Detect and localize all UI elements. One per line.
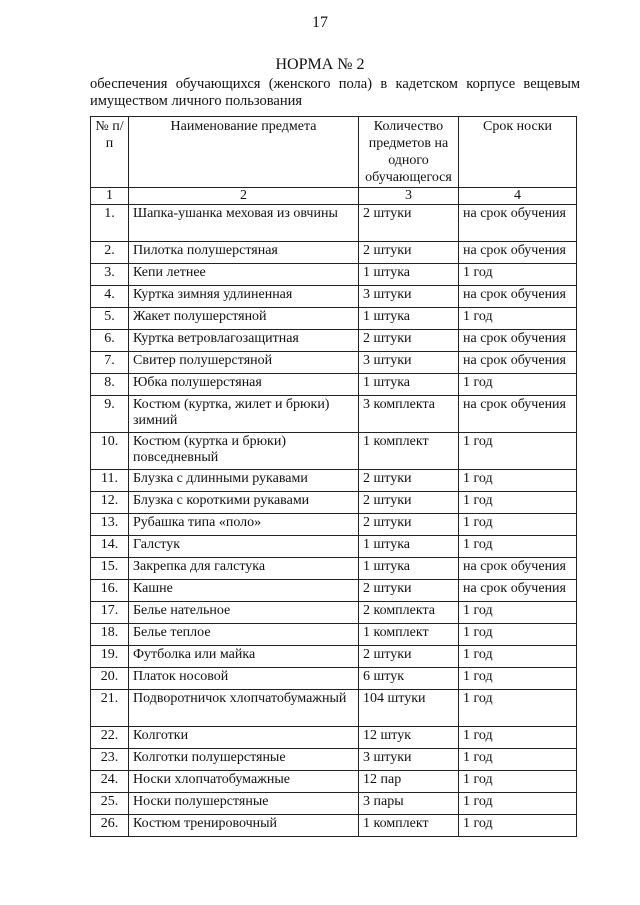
row-number: 15. (91, 558, 129, 580)
header-num: № п/п (91, 117, 129, 188)
document-title: НОРМА № 2 (275, 56, 365, 73)
row-number: 12. (91, 492, 129, 514)
table-row (91, 286, 577, 308)
item-term: 1 год (459, 514, 577, 536)
row-number: 2. (91, 242, 129, 264)
row-number: 13. (91, 514, 129, 536)
item-term: 1 год (459, 727, 577, 749)
row-number: 14. (91, 536, 129, 558)
item-term: 1 год (459, 470, 577, 492)
item-term: на срок обучения (459, 352, 577, 374)
item-quantity: 2 комплекта (359, 602, 459, 624)
item-term: на срок обучения (459, 580, 577, 602)
item-name: Белье теплое (129, 624, 359, 646)
item-term: 1 год (459, 374, 577, 396)
row-number: 20. (91, 668, 129, 690)
item-name: Футболка или майка (129, 646, 359, 668)
row-number: 6. (91, 330, 129, 352)
table-row (91, 264, 577, 286)
table-row (91, 536, 577, 558)
item-quantity: 12 штук (359, 727, 459, 749)
item-name: Куртка зимняя удлиненная (129, 286, 359, 308)
row-number: 8. (91, 374, 129, 396)
item-name: Платок носовой (129, 668, 359, 690)
table-row (91, 690, 577, 727)
item-name: Костюм тренировочный (129, 815, 359, 837)
item-name: Носки хлопчатобумажные (129, 771, 359, 793)
table-row (91, 793, 577, 815)
item-term: 1 год (459, 492, 577, 514)
item-name: Костюм (куртка и брюки) повседневный (129, 433, 359, 470)
row-number: 16. (91, 580, 129, 602)
row-number: 4. (91, 286, 129, 308)
row-number: 25. (91, 793, 129, 815)
item-quantity: 2 штуки (359, 470, 459, 492)
column-index-row (91, 188, 577, 205)
row-number: 17. (91, 602, 129, 624)
item-quantity: 3 штуки (359, 749, 459, 771)
table-row (91, 580, 577, 602)
item-quantity: 3 комплекта (359, 396, 459, 433)
item-quantity: 3 пары (359, 793, 459, 815)
column-index: 1 (91, 188, 129, 205)
item-term: на срок обучения (459, 286, 577, 308)
column-index: 4 (459, 188, 577, 205)
item-name: Блузка с длинными рукавами (129, 470, 359, 492)
item-name: Закрепка для галстука (129, 558, 359, 580)
header-term: Срок носки (459, 117, 577, 188)
item-quantity: 104 штуки (359, 690, 459, 727)
item-name: Кепи летнее (129, 264, 359, 286)
page-number: 17 (312, 14, 328, 31)
item-term: 1 год (459, 264, 577, 286)
item-quantity: 2 штуки (359, 205, 459, 242)
table-row (91, 352, 577, 374)
item-quantity: 2 штуки (359, 514, 459, 536)
item-name: Колготки полушерстяные (129, 749, 359, 771)
table-row (91, 492, 577, 514)
item-quantity: 1 комплект (359, 815, 459, 837)
item-quantity: 2 штуки (359, 492, 459, 514)
table-row (91, 205, 577, 242)
item-term: на срок обучения (459, 558, 577, 580)
item-term: 1 год (459, 308, 577, 330)
header-name: Наименование предмета (129, 117, 359, 188)
table-row (91, 668, 577, 690)
item-quantity: 1 штука (359, 308, 459, 330)
item-name: Костюм (куртка, жилет и брюки) зимний (129, 396, 359, 433)
row-number: 18. (91, 624, 129, 646)
row-number: 21. (91, 690, 129, 727)
header-qty: Количество предметов на одного обучающегося (359, 117, 459, 188)
row-number: 24. (91, 771, 129, 793)
row-number: 5. (91, 308, 129, 330)
table-row (91, 771, 577, 793)
item-term: 1 год (459, 815, 577, 837)
item-name: Шапка-ушанка меховая из овчины (129, 205, 359, 242)
item-quantity: 3 штуки (359, 286, 459, 308)
row-number: 19. (91, 646, 129, 668)
item-term: 1 год (459, 771, 577, 793)
table-row (91, 433, 577, 470)
item-quantity: 1 штука (359, 558, 459, 580)
item-term: 1 год (459, 624, 577, 646)
table-row (91, 514, 577, 536)
item-name: Жакет полушерстяной (129, 308, 359, 330)
item-quantity: 12 пар (359, 771, 459, 793)
table-row (91, 624, 577, 646)
item-term: 1 год (459, 433, 577, 470)
item-term: на срок обучения (459, 242, 577, 264)
item-name: Юбка полушерстяная (129, 374, 359, 396)
item-quantity: 2 штуки (359, 646, 459, 668)
item-quantity: 2 штуки (359, 330, 459, 352)
item-term: 1 год (459, 602, 577, 624)
document-subtitle: обеспечения обучающихся (женского пола) в кадетском корпусе вещевым имуществом личного пользования (90, 76, 580, 109)
table-row (91, 646, 577, 668)
item-name: Кашне (129, 580, 359, 602)
row-number: 11. (91, 470, 129, 492)
column-index: 3 (359, 188, 459, 205)
table-header-row (91, 117, 577, 188)
column-index: 2 (129, 188, 359, 205)
item-term: 1 год (459, 749, 577, 771)
item-quantity: 1 штука (359, 374, 459, 396)
table-row (91, 558, 577, 580)
table-row (91, 749, 577, 771)
item-name: Свитер полушерстяной (129, 352, 359, 374)
item-name: Куртка ветровлагозащитная (129, 330, 359, 352)
item-name: Блузка с короткими рукавами (129, 492, 359, 514)
item-name: Рубашка типа «поло» (129, 514, 359, 536)
item-quantity: 1 комплект (359, 624, 459, 646)
item-name: Подворотничок хлопчатобумажный (129, 690, 359, 727)
row-number: 9. (91, 396, 129, 433)
row-number: 22. (91, 727, 129, 749)
item-term: 1 год (459, 668, 577, 690)
item-name: Носки полушерстяные (129, 793, 359, 815)
row-number: 26. (91, 815, 129, 837)
row-number: 1. (91, 205, 129, 242)
item-quantity: 1 штука (359, 264, 459, 286)
table-row (91, 242, 577, 264)
item-term: на срок обучения (459, 330, 577, 352)
item-quantity: 3 штуки (359, 352, 459, 374)
item-quantity: 1 комплект (359, 433, 459, 470)
item-quantity: 1 штука (359, 536, 459, 558)
item-quantity: 2 штуки (359, 242, 459, 264)
item-term: 1 год (459, 646, 577, 668)
item-term: 1 год (459, 690, 577, 727)
table-row (91, 308, 577, 330)
item-name: Белье нательное (129, 602, 359, 624)
row-number: 23. (91, 749, 129, 771)
table-row (91, 470, 577, 492)
item-name: Пилотка полушерстяная (129, 242, 359, 264)
row-number: 10. (91, 433, 129, 470)
item-term: 1 год (459, 793, 577, 815)
item-term: на срок обучения (459, 396, 577, 433)
table-row (91, 396, 577, 433)
table-row (91, 330, 577, 352)
item-name: Колготки (129, 727, 359, 749)
row-number: 3. (91, 264, 129, 286)
item-term: 1 год (459, 536, 577, 558)
item-term: на срок обучения (459, 205, 577, 242)
item-quantity: 6 штук (359, 668, 459, 690)
table-row (91, 727, 577, 749)
row-number: 7. (91, 352, 129, 374)
item-quantity: 2 штуки (359, 580, 459, 602)
norm-table (90, 116, 577, 837)
table-row (91, 602, 577, 624)
item-name: Галстук (129, 536, 359, 558)
table-row (91, 374, 577, 396)
table-row (91, 815, 577, 837)
